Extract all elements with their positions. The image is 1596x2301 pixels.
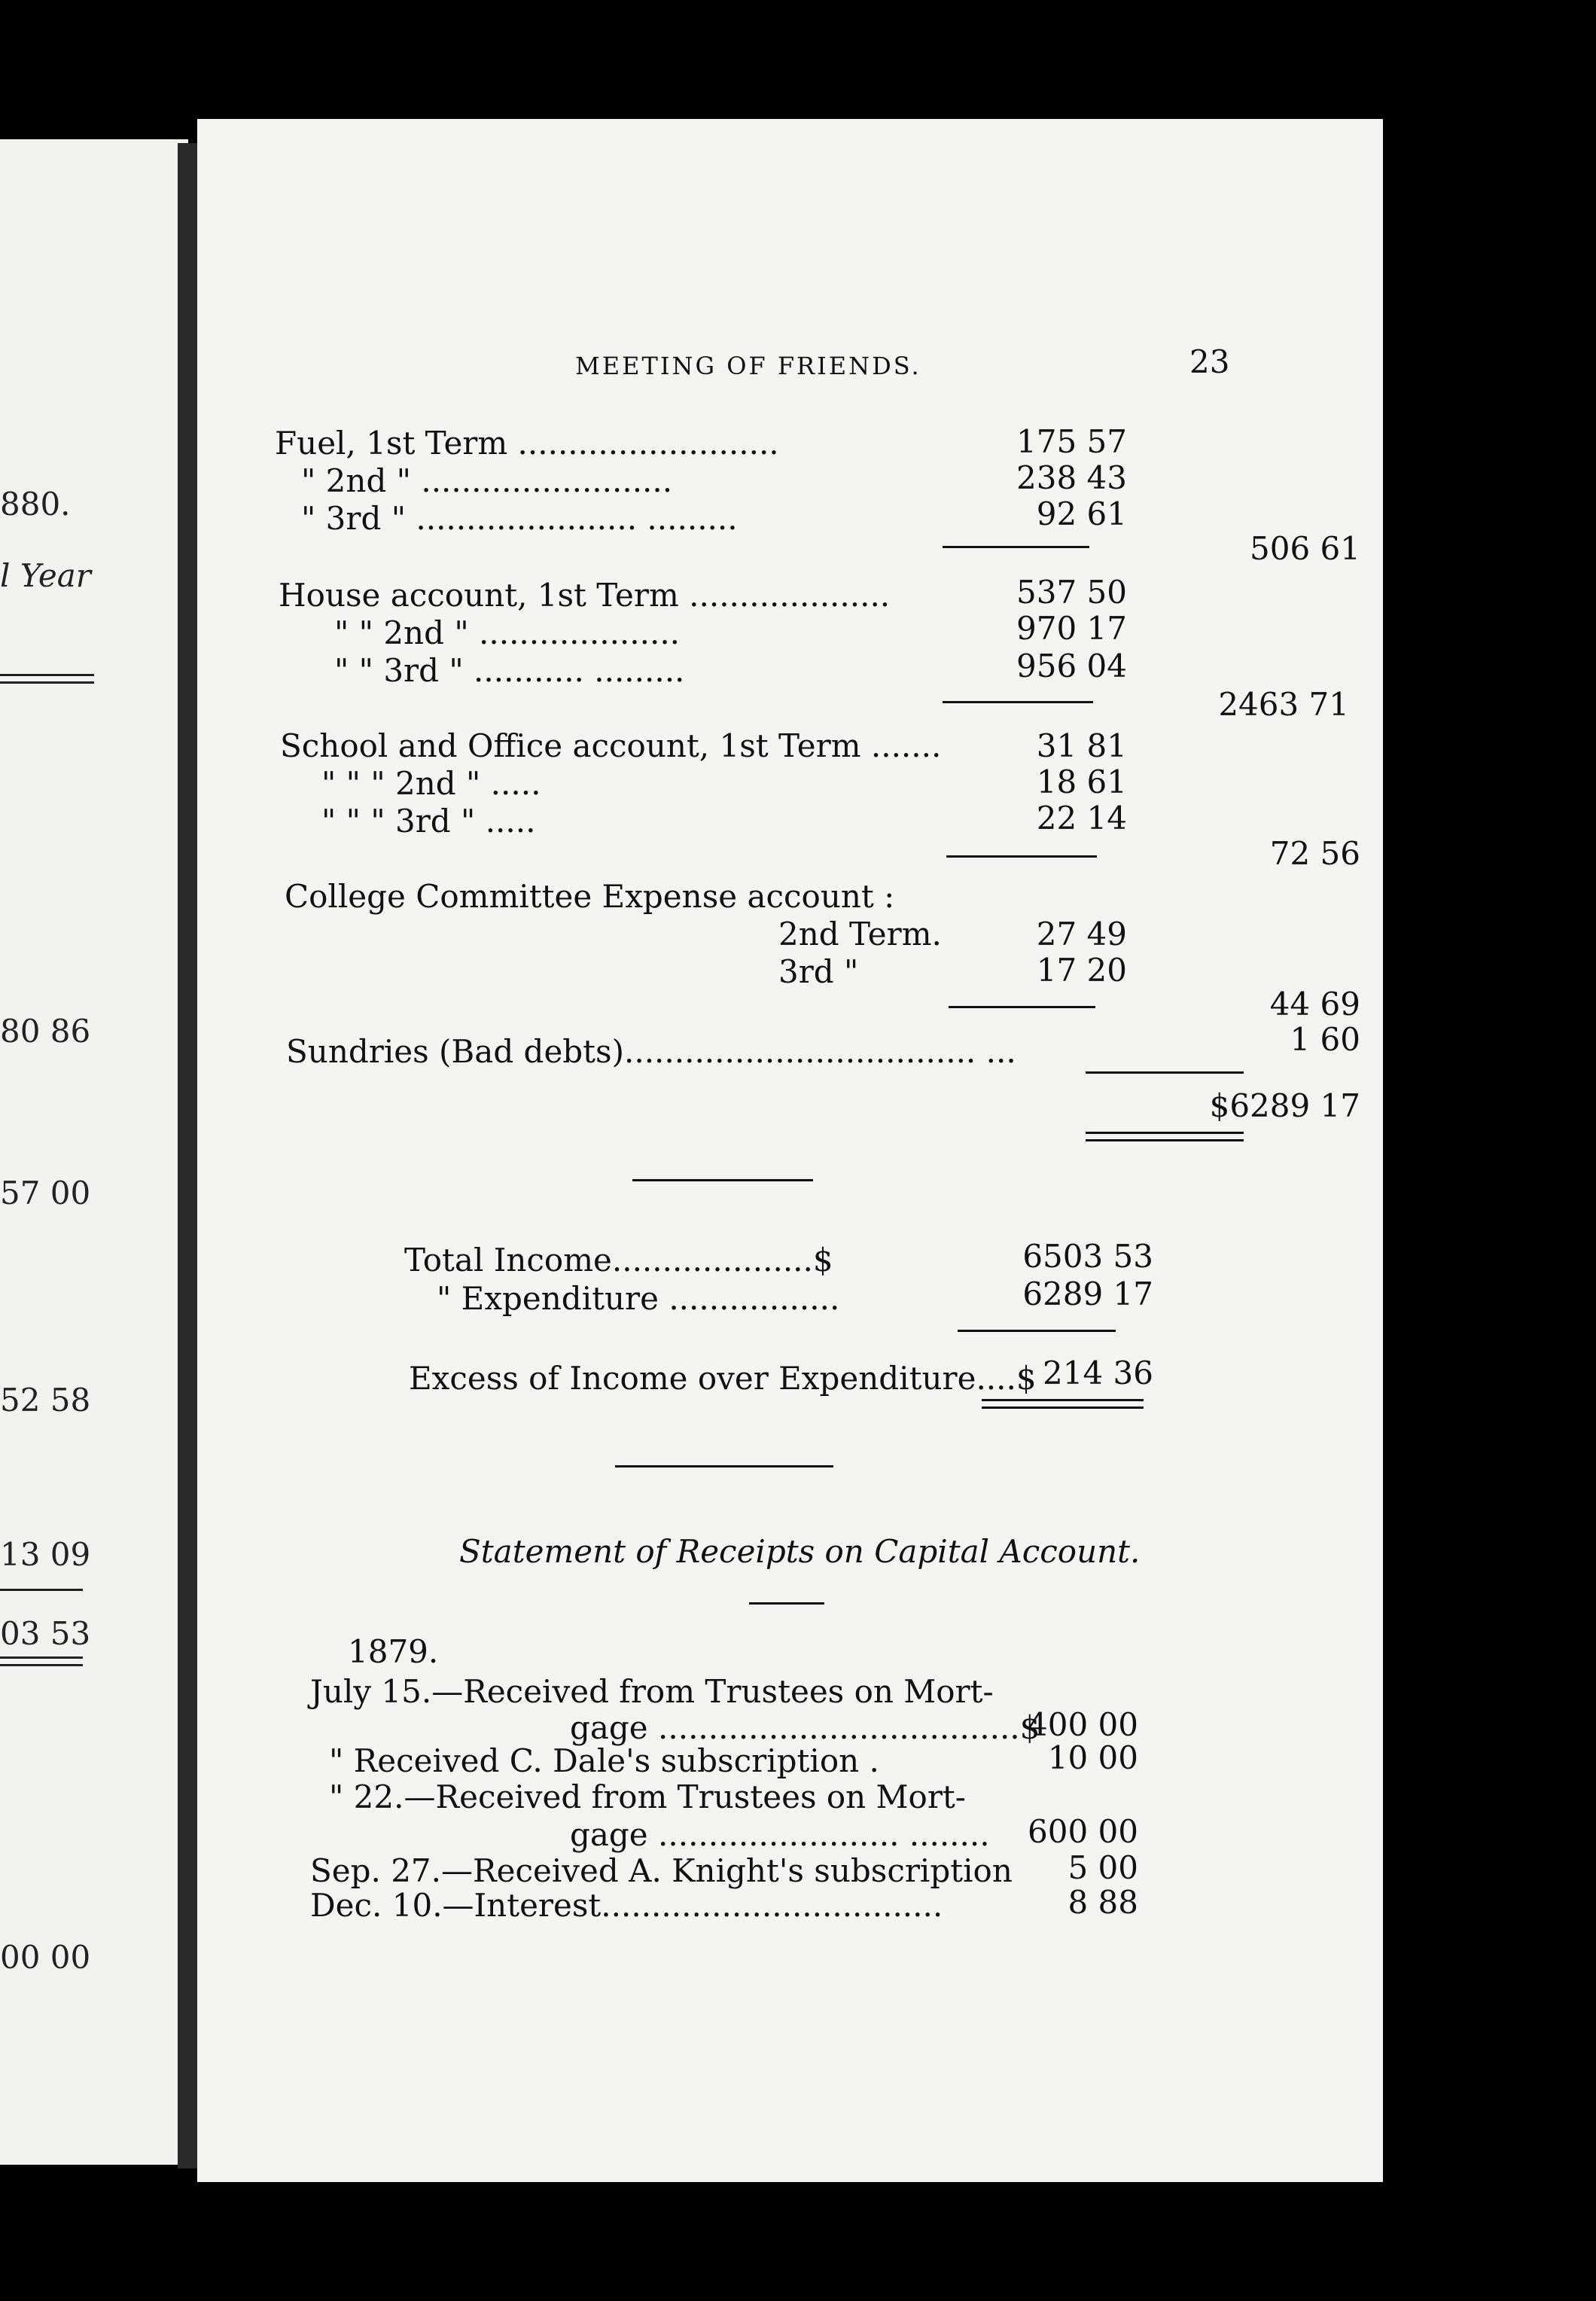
school-row: " " " 2nd " .....	[321, 765, 541, 802]
school-row: " " " 3rd " .....	[321, 803, 536, 840]
left-fragment: 03 53	[0, 1615, 91, 1652]
fuel-row: Fuel, 1st Term ..........................	[275, 425, 779, 462]
double-rule	[982, 1399, 1144, 1401]
school-amount: 31 81	[1036, 727, 1127, 764]
committee-total: 44 69	[1269, 986, 1360, 1022]
capital-entry: Sep. 27.—Received A. Knight's subscription	[310, 1852, 1013, 1889]
school-total: 72 56	[1269, 835, 1360, 872]
subtotal-rule	[958, 1330, 1116, 1332]
left-fragment: 13 09	[0, 1536, 91, 1573]
excess-label: Excess of Income over Expenditure....$	[409, 1360, 1037, 1397]
subtotal-rule	[949, 1006, 1095, 1008]
left-rule	[0, 1589, 83, 1591]
house-row: House account, 1st Term ....................	[279, 577, 891, 614]
capital-entry: " Received C. Dale's subscription .	[329, 1742, 879, 1779]
capital-entry: Dec. 10.—Interest..................................	[310, 1887, 943, 1924]
house-total: 2463 71	[1218, 686, 1349, 723]
capital-entry: " 22.—Received from Trustees on Mort-	[329, 1778, 966, 1815]
subtotal-rule	[943, 546, 1089, 548]
committee-row: 3rd "	[778, 953, 859, 990]
subtotal-rule	[943, 701, 1093, 703]
capital-amount: 5 00	[1068, 1849, 1138, 1886]
capital-amount: 600 00	[1028, 1813, 1138, 1850]
excess-amount: 214 36	[1043, 1355, 1153, 1391]
page-number: 23	[1189, 343, 1230, 380]
book-page	[197, 119, 1383, 2182]
house-amount: 537 50	[1016, 574, 1127, 611]
school-amount: 18 61	[1036, 763, 1127, 800]
committee-amount: 27 49	[1036, 916, 1127, 952]
subtotal-rule	[946, 855, 1097, 858]
house-row: " " 2nd " ....................	[334, 614, 681, 651]
capital-amount: 8 88	[1068, 1884, 1138, 1921]
left-rule	[0, 1664, 83, 1666]
house-amount: 956 04	[1016, 648, 1127, 684]
committee-row: 2nd Term.	[778, 916, 942, 952]
school-row: School and Office account, 1st Term .......	[280, 727, 942, 764]
left-page-fragment	[0, 139, 188, 2165]
left-rule	[0, 1656, 83, 1659]
left-fragment: 80 86	[0, 1013, 91, 1050]
capital-title: Statement of Receipts on Capital Account.	[459, 1533, 1141, 1570]
fuel-amount: 238 43	[1016, 459, 1127, 496]
total-rule	[1086, 1071, 1244, 1074]
capital-amount: 400 00	[1028, 1706, 1138, 1743]
sundries-row: Sundries (Bad debts)................................... ...	[286, 1033, 1016, 1070]
committee-amount: 17 20	[1036, 952, 1127, 989]
committee-heading: College Committee Expense account :	[285, 878, 895, 915]
capital-amount: 10 00	[1047, 1739, 1138, 1776]
expenditure-amount: 6289 17	[1022, 1275, 1153, 1312]
section-divider	[615, 1465, 833, 1467]
left-fragment: 00 00	[0, 1939, 91, 1976]
left-fragment: 880.	[0, 486, 71, 523]
fuel-row: " 2nd " .........................	[301, 462, 673, 499]
fuel-amount: 92 61	[1036, 495, 1127, 532]
capital-year: 1879.	[348, 1633, 439, 1670]
running-title: MEETING OF FRIENDS.	[575, 352, 921, 380]
sundries-amount: 1 60	[1290, 1021, 1360, 1058]
left-fragment: 57 00	[0, 1175, 91, 1211]
left-rule	[0, 674, 94, 676]
fuel-row: " 3rd " ...................... .........	[301, 500, 738, 537]
capital-entry: July 15.—Received from Trustees on Mort-	[310, 1673, 994, 1710]
total-income-label: Total Income....................$	[404, 1242, 833, 1279]
double-rule	[1086, 1139, 1244, 1141]
capital-entry: gage ........................ ........	[570, 1816, 990, 1853]
left-rule	[0, 681, 94, 684]
left-fragment: 52 58	[0, 1382, 91, 1419]
fuel-amount: 175 57	[1016, 423, 1127, 460]
house-row: " " 3rd " ........... .........	[334, 652, 685, 689]
section-divider	[632, 1179, 813, 1181]
grand-total: $6289 17	[1209, 1087, 1360, 1124]
school-amount: 22 14	[1036, 800, 1127, 837]
title-underline	[749, 1602, 824, 1605]
expenditure-label: " Expenditure .................	[437, 1280, 840, 1317]
fuel-total: 506 61	[1250, 530, 1360, 567]
double-rule	[982, 1407, 1144, 1409]
left-fragment: l Year	[0, 557, 91, 594]
house-amount: 970 17	[1016, 610, 1127, 647]
double-rule	[1086, 1132, 1244, 1134]
capital-entry: gage ....................................$	[570, 1709, 1040, 1746]
total-income-amount: 6503 53	[1022, 1238, 1153, 1275]
